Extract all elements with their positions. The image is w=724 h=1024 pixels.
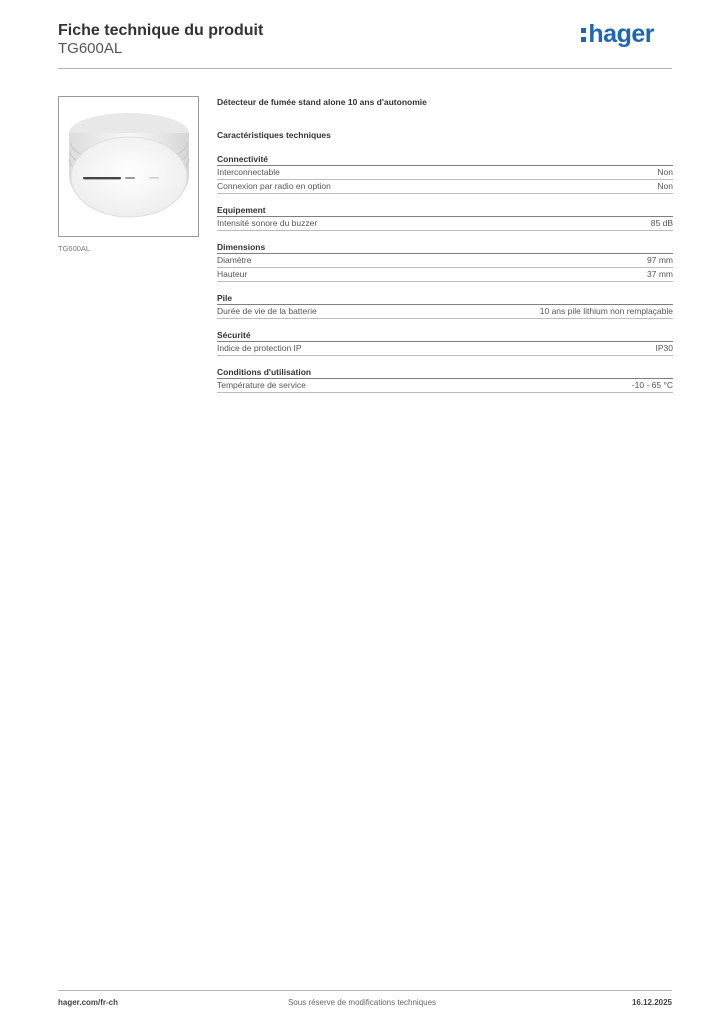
spec-value: -10 - 65 °C	[631, 380, 673, 390]
spec-row	[217, 166, 673, 180]
footer-date: 16.12.2025	[631, 998, 672, 1007]
spec-row	[217, 217, 673, 231]
spec-value: IP30	[655, 343, 673, 353]
section-title: Dimensions	[217, 241, 673, 254]
product-code: TG600AL	[58, 40, 123, 57]
footer-website-link[interactable]: hager.com/fr-ch	[58, 998, 119, 1007]
section-title: Conditions d'utilisation	[217, 366, 673, 379]
section-title: Connectivité	[217, 153, 673, 166]
spec-row	[217, 254, 673, 268]
section-conditions-utilisation	[217, 366, 673, 393]
specifications	[217, 96, 673, 403]
header-divider	[58, 68, 672, 69]
product-image	[58, 96, 199, 237]
logo-text: hager	[588, 20, 654, 48]
section-connectivite	[217, 153, 673, 194]
section-pile	[217, 292, 673, 319]
technical-characteristics-title: Caractéristiques techniques	[217, 130, 331, 140]
spec-value: 37 mm	[647, 269, 673, 279]
spec-row	[217, 379, 673, 393]
image-caption: TG600AL	[58, 244, 91, 253]
spec-row	[217, 305, 673, 319]
spec-label: Durée de vie de la batterie	[217, 306, 317, 316]
spec-label: Température de service	[217, 380, 306, 390]
product-description: Détecteur de fumée stand alone 10 ans d'autonomie	[217, 97, 427, 107]
spec-row	[217, 342, 673, 356]
logo-dots-icon	[581, 26, 586, 44]
spec-value: 85 dB	[650, 218, 673, 228]
spec-row	[217, 180, 673, 194]
spec-value: Non	[657, 181, 673, 191]
spec-row	[217, 268, 673, 282]
spec-value: 10 ans pile lithium non remplaçable	[539, 306, 673, 316]
section-securite	[217, 329, 673, 356]
section-dimensions	[217, 241, 673, 282]
spec-label: Connexion par radio en option	[217, 181, 331, 191]
section-title: Pile	[217, 292, 673, 305]
section-title: Sécurité	[217, 329, 673, 342]
spec-value: 97 mm	[647, 255, 673, 265]
section-equipement	[217, 204, 673, 231]
hager-logo	[581, 20, 654, 49]
footer-disclaimer: Sous réserve de modifications techniques	[287, 998, 437, 1007]
spec-label: Intensité sonore du buzzer	[217, 218, 318, 228]
spec-label: Hauteur	[217, 269, 248, 279]
section-title: Equipement	[217, 204, 673, 217]
spec-label: Diamètre	[217, 255, 252, 265]
spec-label: Indice de protection IP	[217, 343, 302, 353]
spec-value: Non	[657, 167, 673, 177]
page-header	[58, 20, 672, 70]
smoke-detector-illustration-icon	[59, 97, 198, 236]
footer-divider	[58, 990, 672, 991]
spec-label: Interconnectable	[217, 167, 280, 177]
document-title: Fiche technique du produit	[58, 22, 264, 39]
